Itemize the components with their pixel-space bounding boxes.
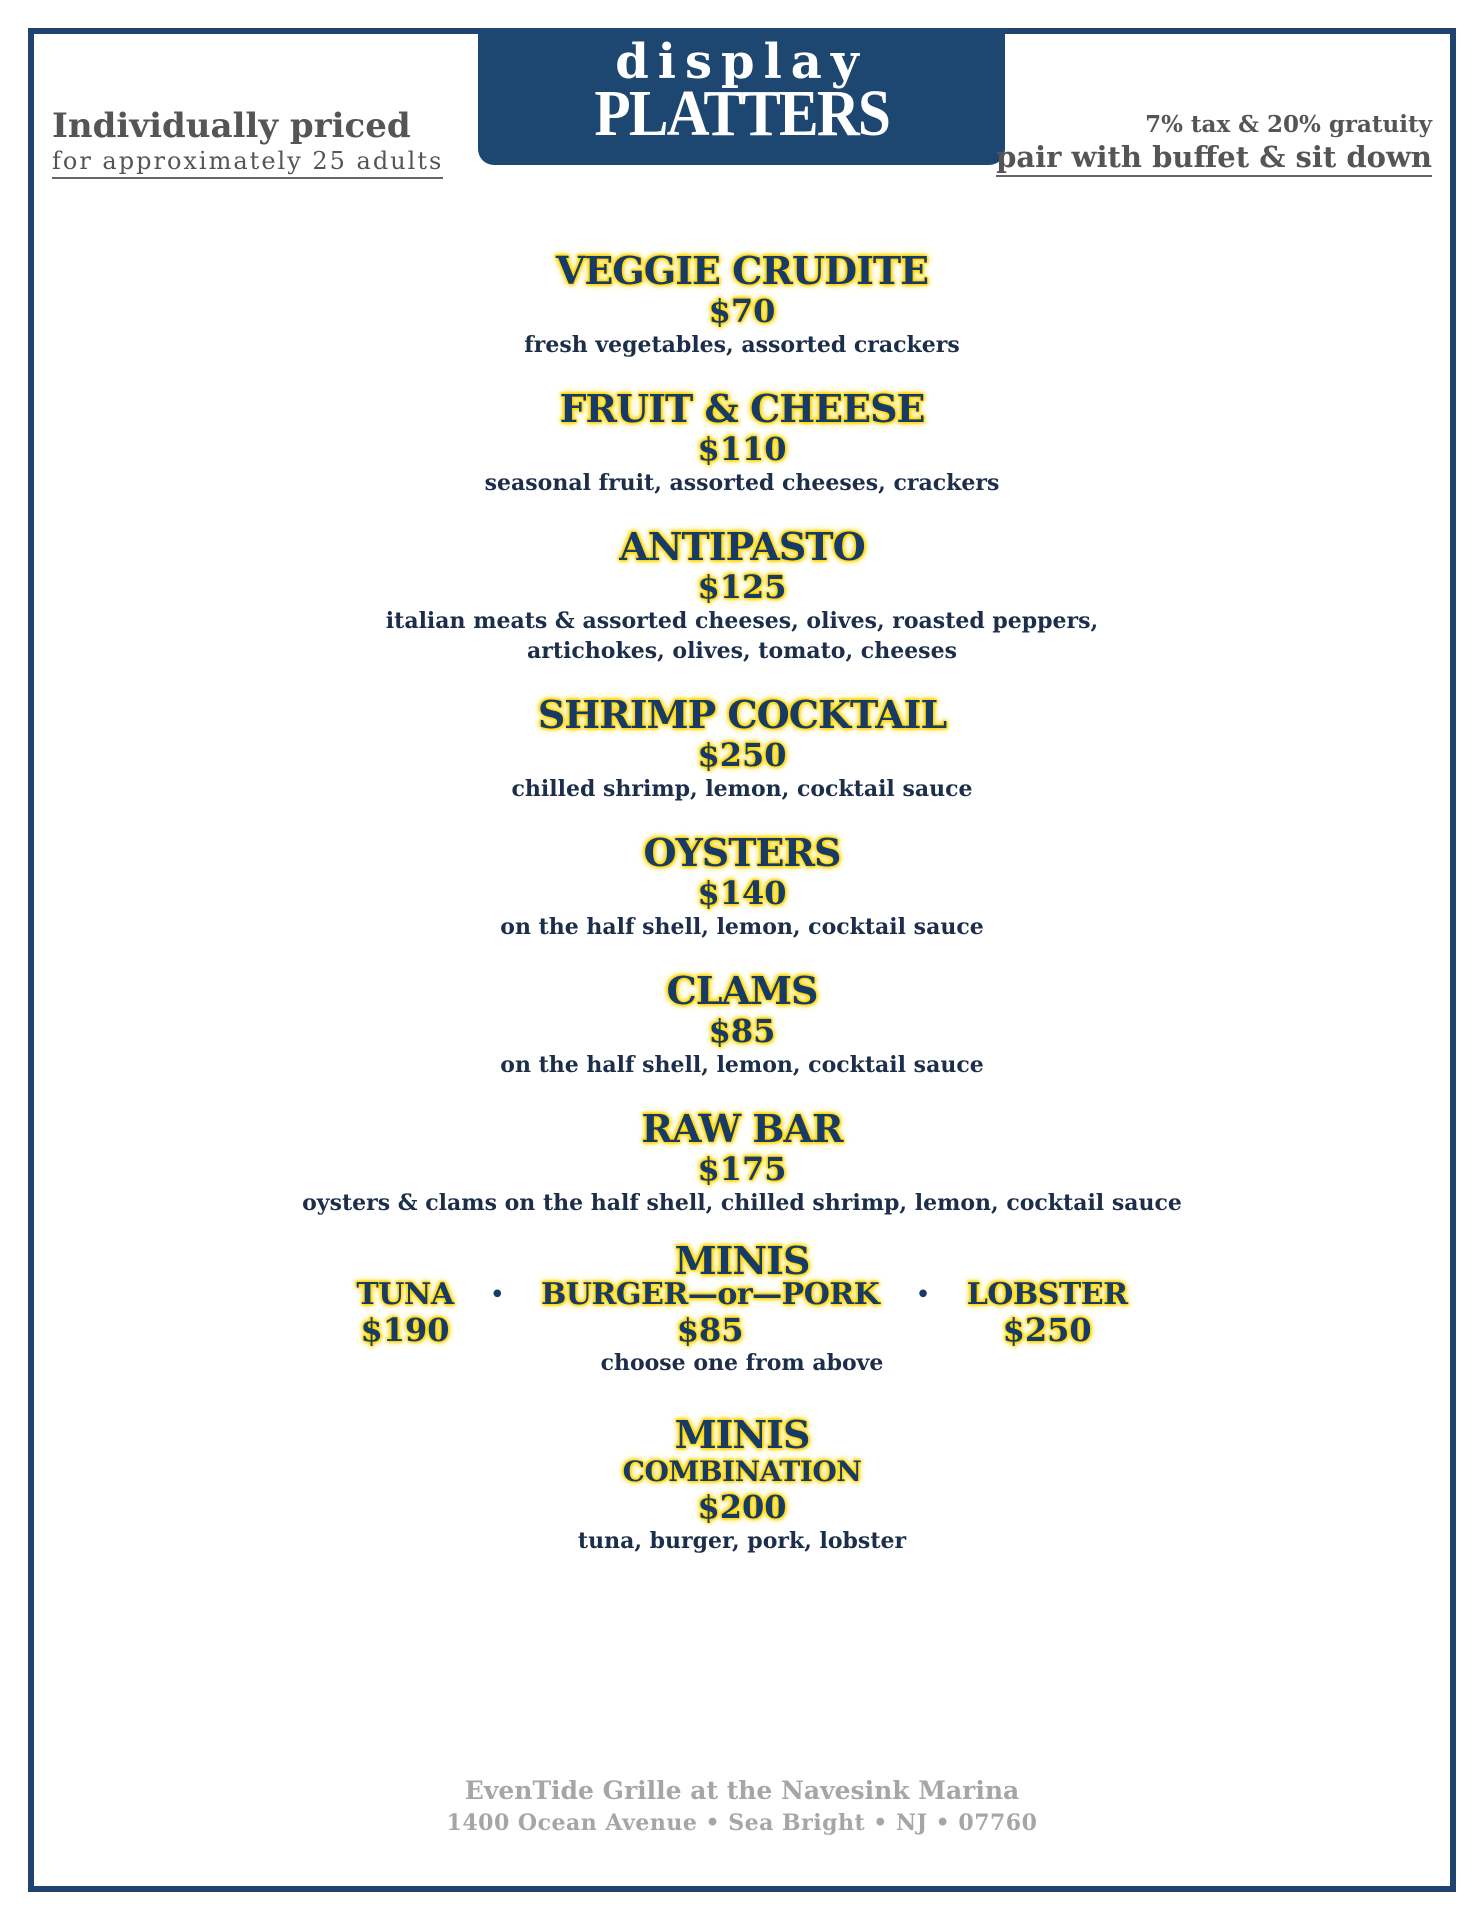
item-description: tuna, burger, pork, lobster	[577, 1528, 907, 1554]
minis-item	[100, 1240, 1384, 1378]
platter-menu	[100, 250, 1384, 1584]
bullet-separator: •	[489, 1280, 505, 1310]
item-description: on the half shell, lemon, cocktail sauce	[500, 1052, 984, 1078]
menu-item	[100, 250, 1384, 360]
menu-item	[100, 832, 1384, 942]
restaurant-address: 1400 Ocean Avenue • Sea Bright • NJ • 07760	[446, 1810, 1038, 1836]
item-price: $175	[697, 1150, 787, 1188]
tax-note	[996, 110, 1432, 177]
bullet-separator: •	[915, 1280, 931, 1310]
item-name: MINIS	[674, 1238, 810, 1283]
menu-item	[100, 388, 1384, 498]
minis-combo-item	[100, 1414, 1384, 1556]
pricing-note	[52, 106, 443, 179]
item-name: FRUIT & CHEESE	[559, 386, 925, 431]
item-description: chilled shrimp, lemon, cocktail sauce	[511, 776, 973, 802]
minis-option-burger-or-pork	[541, 1278, 879, 1348]
item-name: ANTIPASTO	[619, 524, 865, 569]
restaurant-name: EvenTide Grille at the Navesink Marina	[464, 1776, 1020, 1805]
item-name: MINIS	[674, 1412, 810, 1457]
option-price: $85	[676, 1311, 744, 1349]
item-description: on the half shell, lemon, cocktail sauce	[500, 914, 984, 940]
tax-note-rate: 7% tax & 20% gratuity	[1145, 111, 1432, 138]
option-name: BURGER—or—PORK	[540, 1277, 880, 1312]
item-name: VEGGIE CRUDITE	[555, 248, 929, 293]
item-price: $70	[708, 292, 776, 330]
title-banner	[478, 28, 1005, 165]
item-price: $200	[697, 1488, 787, 1526]
item-description: choose one from above	[600, 1350, 884, 1376]
option-name: TUNA	[356, 1277, 454, 1312]
item-description: italian meats & assorted cheeses, olives, roasted peppers,	[385, 608, 1099, 634]
tax-note-pairing: pair with buffet & sit down	[996, 140, 1432, 177]
item-price: $250	[697, 736, 787, 774]
menu-item	[100, 1108, 1384, 1218]
pricing-note-serving: for approximately 25 adults	[52, 146, 443, 179]
menu-item	[100, 970, 1384, 1080]
item-description-continued: artichokes, olives, tomato, cheeses	[527, 638, 957, 664]
minis-option-tuna	[356, 1278, 453, 1348]
item-name: RAW BAR	[641, 1106, 843, 1151]
item-name: CLAMS	[666, 968, 818, 1013]
item-price: $125	[697, 568, 787, 606]
minis-option-lobster	[967, 1278, 1128, 1348]
option-name: LOBSTER	[966, 1277, 1128, 1312]
minis-options	[100, 1278, 1384, 1348]
menu-item	[100, 694, 1384, 804]
item-name: SHRIMP COCKTAIL	[537, 692, 947, 737]
option-price: $250	[1002, 1311, 1092, 1349]
item-description: fresh vegetables, assorted crackers	[524, 332, 960, 358]
item-price: $85	[708, 1012, 776, 1050]
menu-item	[100, 526, 1384, 666]
item-price: $140	[697, 874, 787, 912]
footer	[0, 1775, 1484, 1839]
item-subtitle: COMBINATION	[622, 1455, 862, 1488]
item-description: seasonal fruit, assorted cheeses, crackers	[484, 470, 1000, 496]
title-platters: PLATTERS	[594, 77, 889, 150]
item-description: oysters & clams on the half shell, chilled shrimp, lemon, cocktail sauce	[302, 1190, 1182, 1216]
title-display: display	[615, 34, 868, 90]
item-name: OYSTERS	[643, 830, 841, 875]
item-price: $110	[697, 430, 787, 468]
pricing-note-title: Individually priced	[52, 106, 411, 146]
option-price: $190	[360, 1311, 450, 1349]
